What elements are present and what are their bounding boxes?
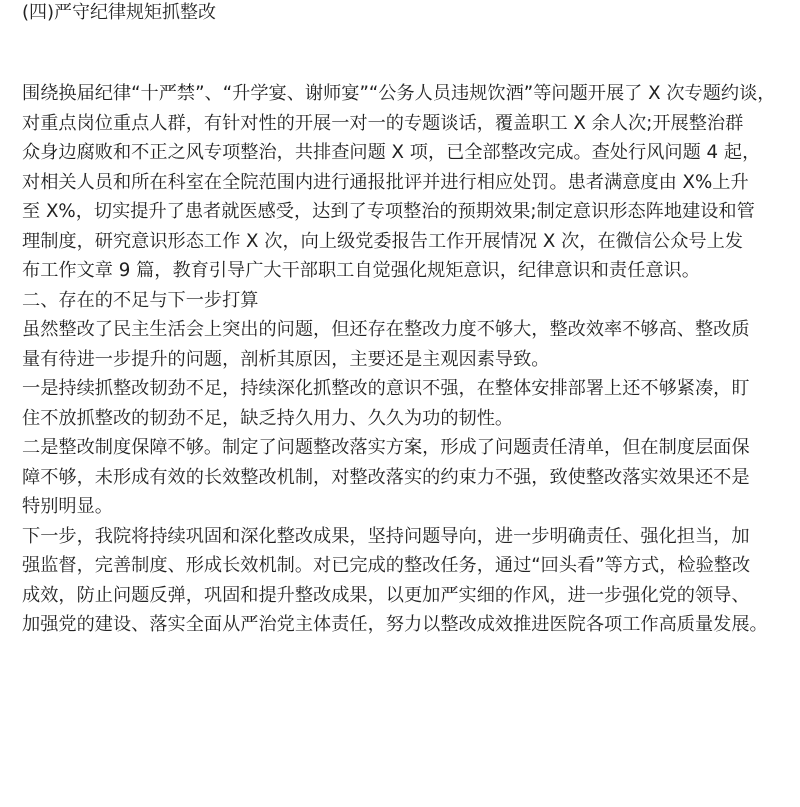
text-line: 强监督，完善制度、形成长效机制。对已完成的整改任务，通过“回头看”等方式，检验整改 <box>22 555 751 576</box>
text-line: 对重点岗位重点人群，有针对性的开展一对一的专题谈话，覆盖职工 X 余人次;开展整治群 <box>22 112 744 134</box>
text-line: 虽然整改了民主生活会上突出的问题，但还存在整改力度不够大，整改效率不够高、整改质 <box>22 319 750 340</box>
text-line: 至 X%，切实提升了患者就医感受，达到了专项整治的预期效果;制定意识形态阵地建设和管 <box>22 201 755 222</box>
text-line: 一是持续抓整改韧劲不足，持续深化抓整改的意识不强，在整体安排部署上还不够紧凑，盯 <box>22 378 750 399</box>
text-line: 对相关人员和所在科室在全院范围内进行通报批评并进行相应处罚。患者满意度由 X%上升 <box>22 171 749 193</box>
text-line: 特别明显。 <box>22 496 113 517</box>
subsection-heading: 二、存在的不足与下一步打算 <box>22 289 259 311</box>
text-line: 障不够，未形成有效的长效整改机制，对整改落实的约束力不强，致使整改落实效果还不是 <box>22 466 750 488</box>
text-line: 量有待进一步提升的问题，剖析其原因，主要还是主观因素导致。 <box>22 348 550 370</box>
text-line: 住不放抓整改的韧劲不足，缺乏持久用力、久久为功的韧性。 <box>22 407 514 429</box>
text-line: 下一步，我院将持续巩固和深化整改成果，坚持问题导向，进一步明确责任、强化担当，加 <box>22 525 750 547</box>
text-line: 成效，防止问题反弹，巩固和提升整改成果，以更加严实细的作风，进一步强化党的领导、 <box>22 584 750 606</box>
body-text <box>22 79 792 640</box>
text-line: 理制度，研究意识形态工作 X 次，向上级党委报告工作开展情况 X 次，在微信公众号上发 <box>22 230 743 252</box>
text-line: 二是整改制度保障不够。制定了问题整改落实方案，形成了问题责任清单，但在制度层面保 <box>22 437 750 458</box>
text-line: 众身边腐败和不正之风专项整治，共排查问题 X 项，已全部整改完成。查处行风问题 4 起， <box>22 142 761 163</box>
text-line: 布工作文章 9 篇，教育引导广大干部职工自觉强化规矩意识，纪律意识和责任意识。 <box>22 260 700 281</box>
text-line: 围绕换届纪律“十严禁”、“升学宴、谢师宴”“公务人员违规饮酒”等问题开展了 X 次专题约谈， <box>22 83 776 104</box>
text-line: 加强党的建设、落实全面从严治党主体责任，努力以整改成效推进医院各项工作高质量发展。 <box>22 614 768 635</box>
section-heading: (四)严守纪律规矩抓整改 <box>22 2 217 23</box>
